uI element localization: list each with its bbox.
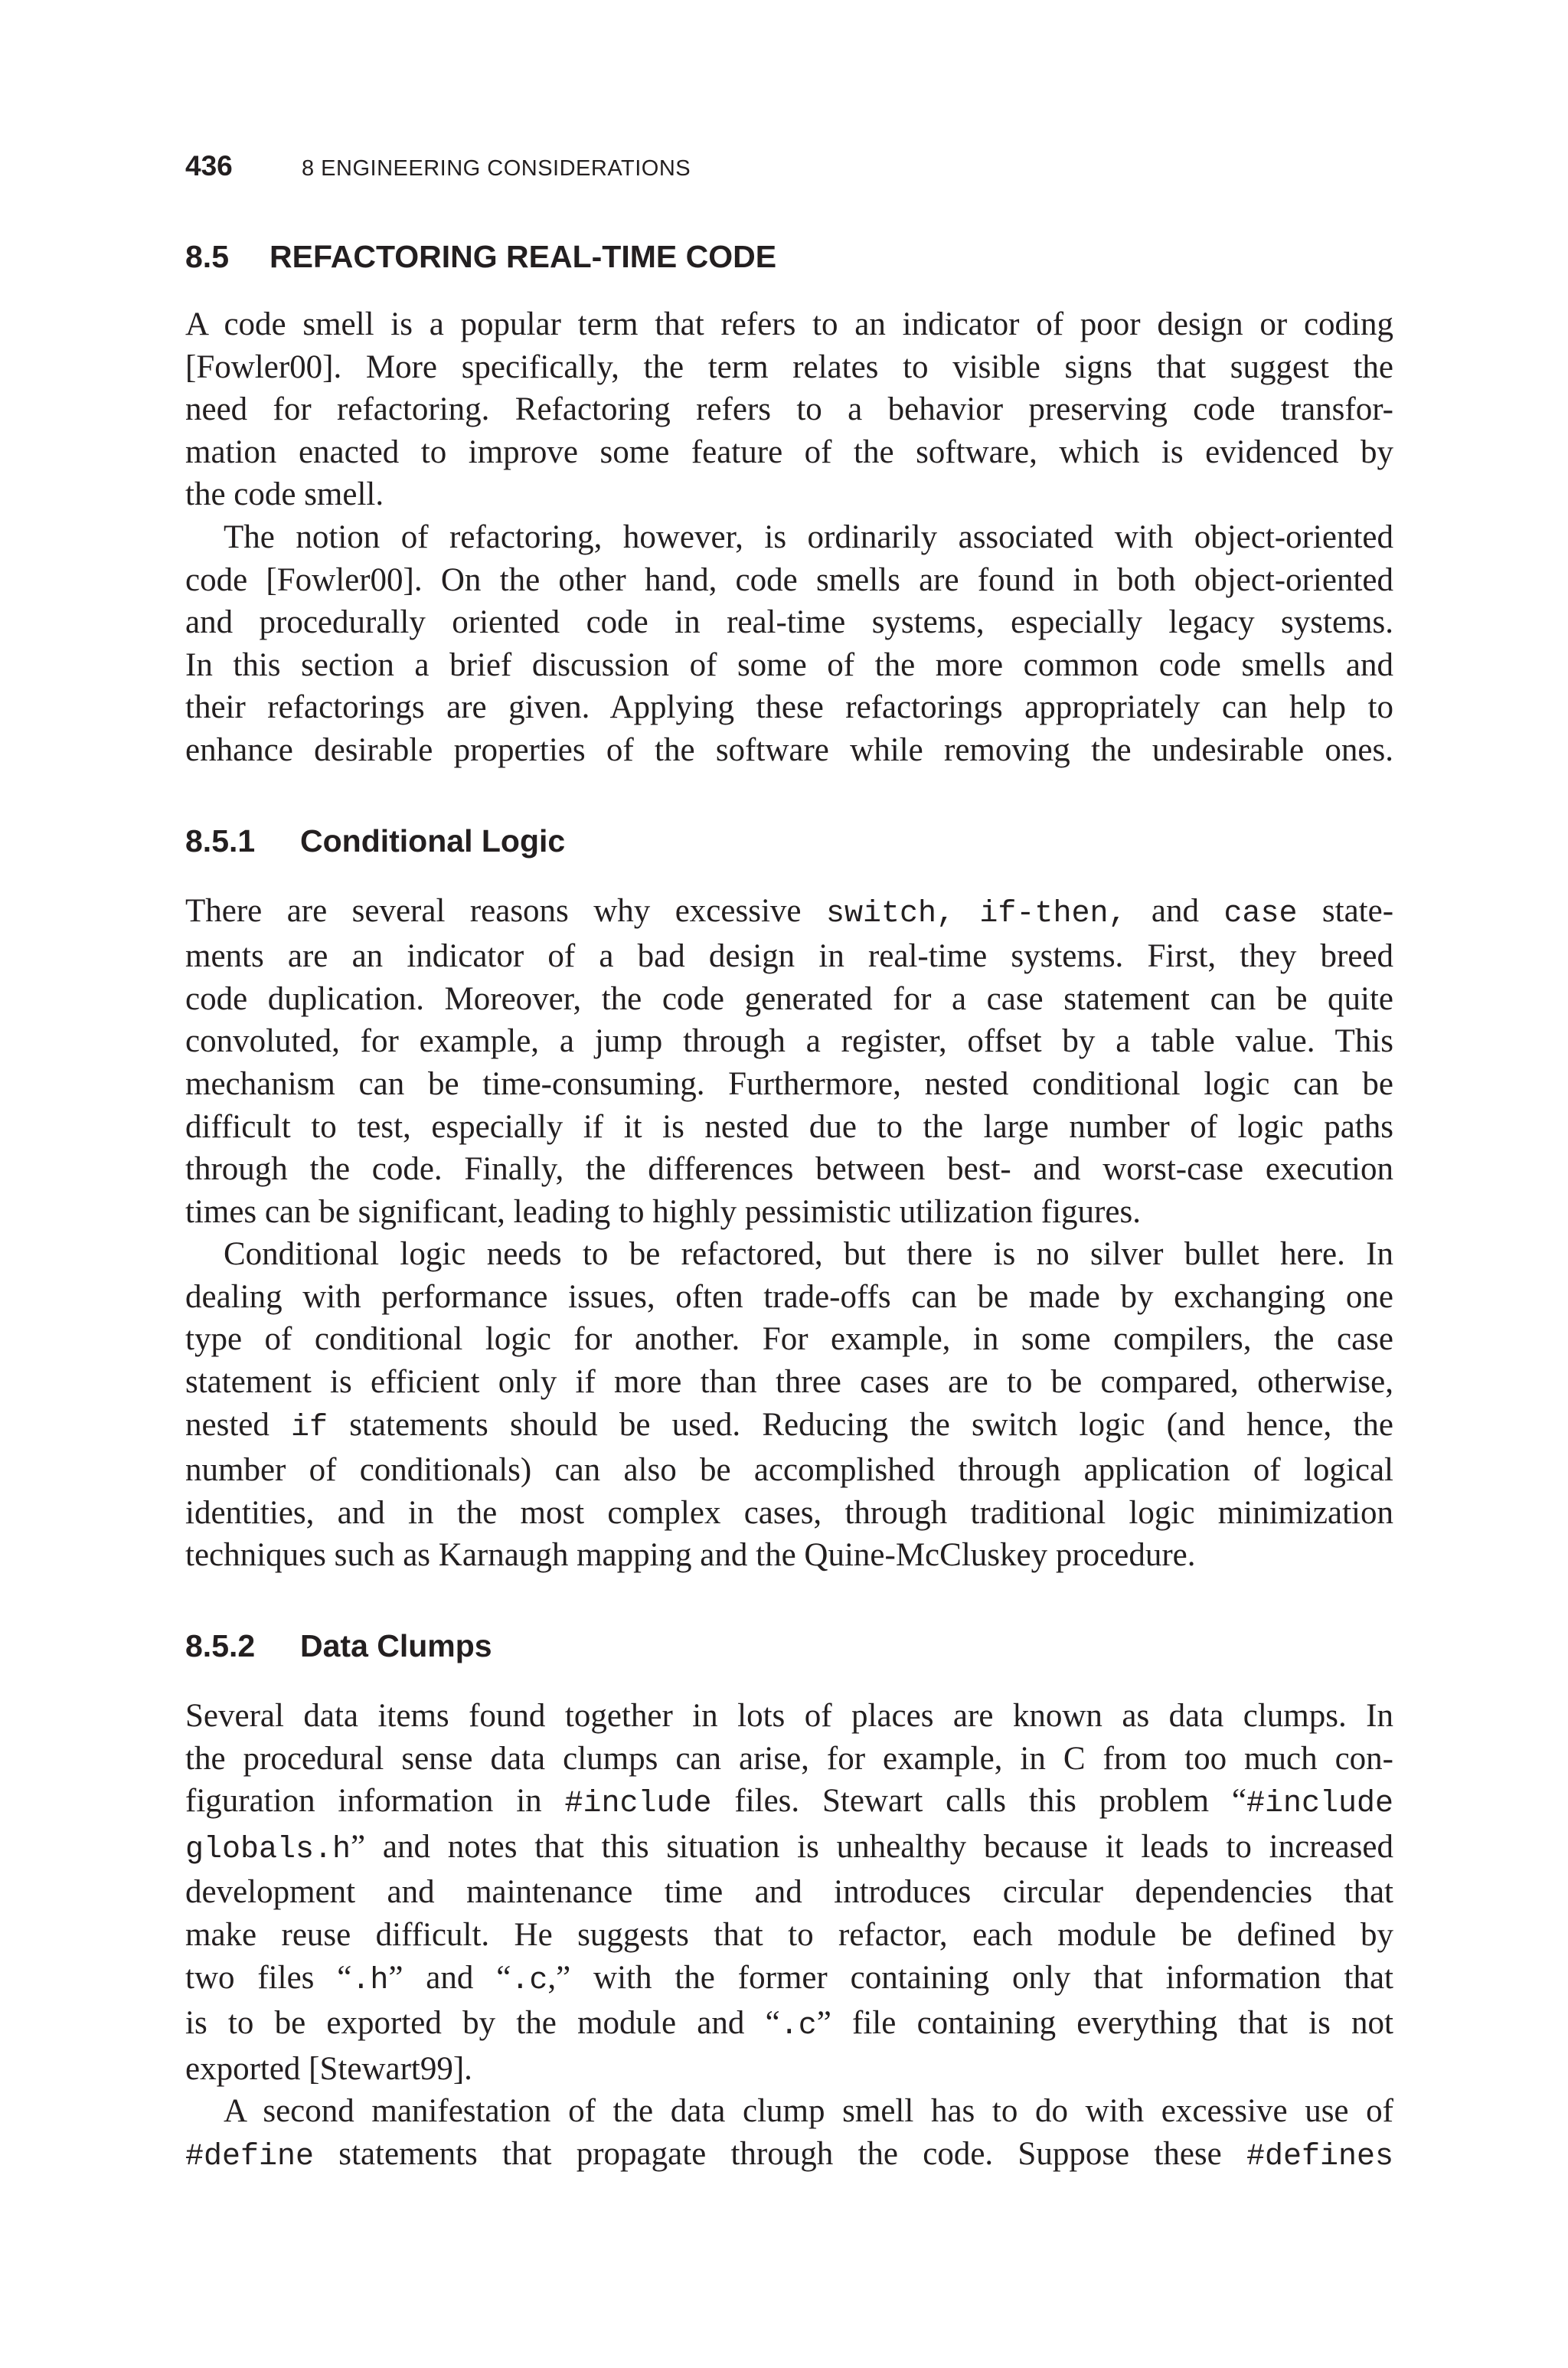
code-h: .h: [351, 1963, 389, 1998]
code-include: #include: [1246, 1787, 1393, 1822]
text-line: [185, 2133, 1393, 2179]
text-line: difficult to test, especially if it is nested due to the large number of logic paths: [185, 1108, 1393, 1145]
text-line: identities, and in the most complex cases, through traditional logic minimization: [185, 1494, 1393, 1531]
text-line: number of conditionals) can also be accomplished through application of logical: [185, 1452, 1393, 1489]
text-run: ” and “: [388, 1959, 511, 1996]
text-line: their refactorings are given. Applying these refactorings appropriately can help to: [185, 689, 1393, 726]
text-run: ” file containing everything that is not: [816, 2005, 1393, 2042]
text-line: techniques such as Karnaugh mapping and the Quine-McCluskey procedure.: [185, 1537, 1196, 1574]
subsection-number: 8.5.2: [185, 1628, 256, 1664]
text-line: code [Fowler00]. On the other hand, code smells are found in both object-oriented: [185, 561, 1393, 598]
code-if: if: [291, 1410, 328, 1445]
text-line: mechanism can be time-consuming. Furthermore, nested conditional logic can be: [185, 1065, 1393, 1102]
section-number: 8.5: [185, 239, 229, 274]
text-line: In this section a brief discussion of some of the more common code smells and: [185, 646, 1393, 683]
text-line: times can be significant, leading to highly pessimistic utilization figures.: [185, 1193, 1141, 1230]
text-run: There are several reasons why excessive: [185, 892, 826, 929]
paragraph: [185, 1695, 1393, 2090]
text-line: Several data items found together in lots of places are known as data clumps. In: [185, 1698, 1393, 1735]
text-line: exported [Stewart99].: [185, 2050, 472, 2087]
section-title: REFACTORING REAL-TIME CODE: [270, 239, 777, 274]
code-include: #include: [564, 1787, 712, 1822]
code-defines: #defines: [1246, 2139, 1393, 2174]
code-c: .c: [779, 2009, 817, 2044]
text-line: type of conditional logic for another. For example, in some compilers, the case: [185, 1321, 1393, 1358]
paragraph: [185, 516, 1393, 772]
paragraph: [185, 1233, 1393, 1577]
text-line: convoluted, for example, a jump through a register, offset by a table value. This: [185, 1023, 1393, 1060]
text-line: [185, 1404, 1393, 1450]
text-run: and: [1126, 892, 1224, 929]
text-line: mation enacted to improve some feature of the software, which is evidenced by: [185, 433, 1393, 470]
text-line: [185, 1826, 1393, 1872]
subsection-title: Data Clumps: [300, 1628, 492, 1664]
section-heading: [185, 235, 1393, 278]
text-line: The notion of refactoring, however, is ordinarily associated with object-oriented: [224, 518, 1393, 555]
code-if-then: if-then,: [979, 896, 1127, 931]
text-run: ” and notes that this situation is unhealthy because it leads to increased: [351, 1828, 1393, 1865]
text-line: statement is efficient only if more than three cases are to be compared, otherwise,: [185, 1364, 1393, 1401]
code-globals-h: globals.h: [185, 1832, 351, 1867]
text-run: is to be exported by the module and “: [185, 2005, 780, 2042]
text-line: ments are an indicator of a bad design in real-time systems. First, they breed: [185, 938, 1393, 975]
text-line: dealing with performance issues, often trade-offs can be made by exchanging one: [185, 1278, 1393, 1315]
text-run: files. Stewart calls this problem “: [711, 1783, 1246, 1820]
text-line: the code smell.: [185, 476, 384, 513]
text-line: enhance desirable properties of the software while removing the undesirable ones.: [185, 731, 1393, 768]
text-line: A second manifestation of the data clump smell has to do with excessive use of: [224, 2093, 1393, 2130]
text-line: A code smell is a popular term that refers to an indicator of poor design or coding: [185, 306, 1393, 342]
text-line: [185, 1780, 1393, 1826]
code-case: case: [1223, 896, 1298, 931]
code-define: #define: [185, 2139, 315, 2174]
paragraph: [185, 2090, 1393, 2178]
book-page: [185, 150, 1393, 2179]
text-line: Conditional logic needs to be refactored, but there is no silver bullet here. In: [224, 1236, 1393, 1273]
text-run: figuration information in: [185, 1783, 565, 1820]
text-run: statements should be used. Reducing the switch logic (and hence, the: [328, 1406, 1393, 1443]
text-line: make reuse difficult. He suggests that to refactor, each module be defined by: [185, 1917, 1393, 1953]
running-head: [185, 150, 1393, 193]
chapter-label: 8 ENGINEERING CONSIDERATIONS: [302, 156, 691, 181]
text-run: ,” with the former containing only that information that: [547, 1959, 1393, 1996]
paragraph: [185, 303, 1393, 516]
text-line: [Fowler00]. More specifically, the term relates to visible signs that suggest the: [185, 348, 1393, 385]
text-line: [185, 1957, 1393, 2003]
text-run: state-: [1297, 892, 1394, 929]
page-number: 436: [185, 150, 233, 182]
text-line: code duplication. Moreover, the code generated for a case statement can be quite: [185, 980, 1393, 1017]
text-line: [185, 2002, 1393, 2048]
subsection-heading: [185, 1624, 1393, 1667]
text-line: the procedural sense data clumps can arise, for example, in C from too much con-: [185, 1740, 1393, 1777]
code-c: .c: [511, 1963, 548, 1998]
code-switch: switch,: [825, 896, 955, 931]
text-line: [185, 890, 1393, 936]
subsection-title: Conditional Logic: [300, 823, 566, 859]
subsection-heading: [185, 819, 1393, 862]
text-run: nested: [185, 1406, 292, 1443]
text-line: need for refactoring. Refactoring refers to a behavior preserving code transfor-: [185, 391, 1393, 428]
text-run: statements that propagate through the code. Suppose these: [314, 2135, 1246, 2172]
paragraph: [185, 890, 1393, 1234]
subsection-number: 8.5.1: [185, 823, 256, 859]
text-line: and procedurally oriented code in real-time systems, especially legacy systems.: [185, 604, 1393, 641]
text-run: two files “: [185, 1959, 352, 1996]
text-line: through the code. Finally, the differences between best- and worst-case execution: [185, 1151, 1393, 1188]
text-line: development and maintenance time and introduces circular dependencies that: [185, 1874, 1393, 1911]
